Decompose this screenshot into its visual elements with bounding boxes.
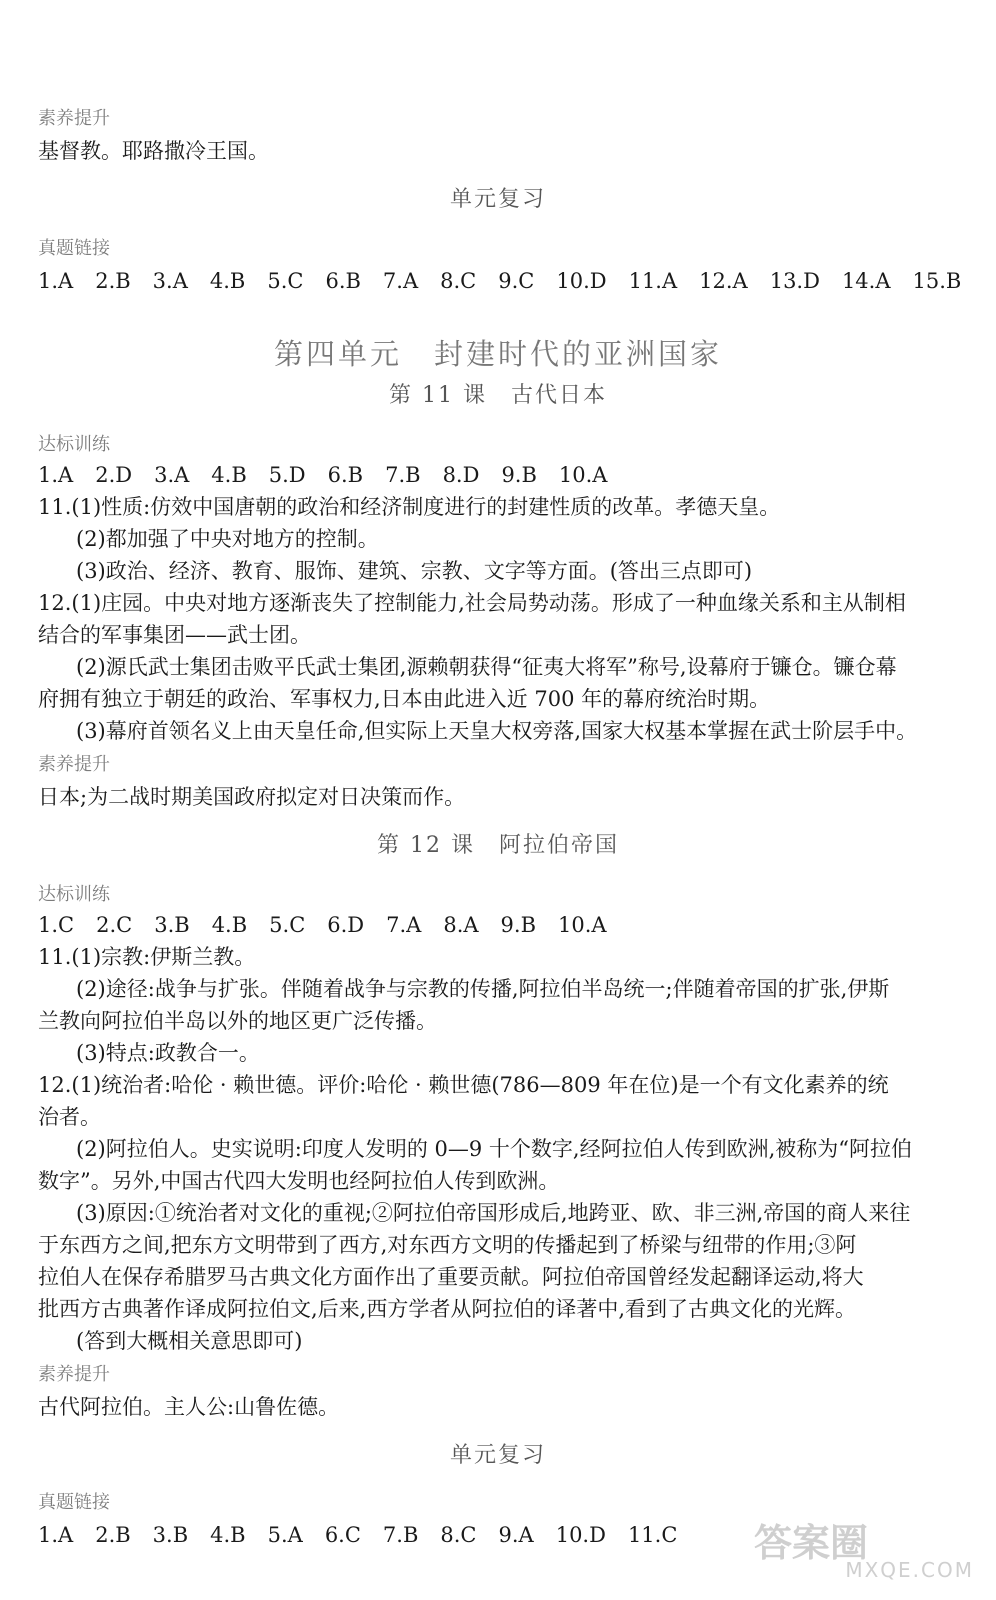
- lesson-title: 第 12 课 阿拉伯帝国: [377, 833, 619, 858]
- answer-item: 10.A: [558, 913, 607, 937]
- section-title: 单元复习: [449, 187, 546, 212]
- answer-text: (3)特点:政教合一。: [76, 1041, 260, 1065]
- answer-text: 府拥有独立于朝廷的政治、军事权力,日本由此进入近 700 年的幕府统治时期。: [38, 687, 771, 711]
- answer-text: 12.(1)庄园。中央对地方逐渐丧失了控制能力,社会局势动荡。形成了一种血缘关系和主从制相: [38, 591, 906, 615]
- answer-item: 4.B: [211, 463, 247, 487]
- answer-item: 1.A: [38, 1523, 74, 1547]
- answer-item: 4.B: [210, 1523, 246, 1547]
- answer-item: 9.B: [501, 463, 537, 487]
- answer-item: 7.A: [386, 913, 422, 937]
- answer-list: [38, 460, 976, 490]
- answer-item: 9.A: [498, 1523, 534, 1547]
- watermark-logo: [754, 1512, 984, 1582]
- answer-item: 1.C: [38, 913, 75, 937]
- answer-item: 9.B: [500, 913, 537, 937]
- answer-item: 1.A: [38, 269, 74, 293]
- answer-item: 2.B: [95, 1523, 131, 1547]
- answer-item: 5.D: [268, 463, 306, 487]
- answer-text: 数字”。另外,中国古代四大发明也经阿拉伯人传到欧洲。: [38, 1169, 560, 1193]
- answer-item: 1.A: [38, 463, 74, 487]
- answer-item: 3.A: [152, 269, 188, 293]
- answer-text: 古代阿拉伯。主人公:山鲁佐德。: [38, 1395, 340, 1419]
- answer-item: 8.A: [443, 913, 479, 937]
- answer-text: (3)政治、经济、教育、服饰、建筑、宗教、文字等方面。(答出三点即可): [76, 559, 753, 583]
- watermark-logo-text: 答案圈: [754, 1521, 869, 1565]
- answer-list: [38, 266, 976, 296]
- answer-text: (3)幕府首领名义上由天皇任命,但实际上天皇大权旁落,国家大权基本掌握在武士阶层手中。: [76, 719, 918, 743]
- answer-item: 6.B: [325, 269, 361, 293]
- answer-item: 2.C: [96, 913, 133, 937]
- answer-text: (3)原因:①统治者对文化的重视;②阿拉伯帝国形成后,地跨亚、欧、非三洲,帝国的商人来往: [76, 1201, 911, 1225]
- answer-item: 7.B: [385, 463, 421, 487]
- answer-text: 12.(1)统治者:哈伦 · 赖世德。评价:哈伦 · 赖世德(786—809 年在位)是一个有文化素养的统: [38, 1073, 889, 1097]
- answer-item: 5.C: [267, 269, 304, 293]
- answer-item: 13.D: [769, 269, 820, 293]
- answer-text: 兰教向阿拉伯半岛以外的地区更广泛传播。: [38, 1009, 437, 1033]
- section-title: 单元复习: [449, 1443, 546, 1468]
- section-label: 素养提升: [38, 754, 110, 775]
- answer-item: 6.C: [324, 1523, 361, 1547]
- watermark-logo-url: MXQE.COM: [845, 1558, 974, 1582]
- answer-text: (答到大概相关意思即可): [76, 1329, 303, 1353]
- answer-text: 治者。: [38, 1105, 101, 1129]
- answer-item: 10.A: [558, 463, 608, 487]
- answer-item: 10.D: [556, 269, 607, 293]
- section-label: 达标训练: [38, 434, 110, 455]
- answer-item: 6.B: [327, 463, 364, 487]
- answer-item: 4.B: [211, 913, 248, 937]
- section-label: 素养提升: [38, 1364, 110, 1385]
- answer-item: 11.A: [628, 269, 678, 293]
- section-label: 素养提升: [38, 108, 110, 129]
- section-label: 真题链接: [38, 238, 110, 259]
- answer-item: 8.D: [442, 463, 480, 487]
- answer-text: 批西方古典著作译成阿拉伯文,后来,西方学者从阿拉伯的译著中,看到了古典文化的光辉。: [38, 1297, 857, 1321]
- answer-item: 8.C: [440, 269, 477, 293]
- section-label: 真题链接: [38, 1492, 110, 1513]
- lesson-title: 第 11 课 古代日本: [389, 383, 607, 408]
- answer-text: 于东西方之间,把东方文明带到了西方,对东西方文明的传播起到了桥梁与纽带的作用;③阿: [38, 1233, 857, 1257]
- answer-item: 3.A: [154, 463, 190, 487]
- answer-item: 6.D: [327, 913, 365, 937]
- answer-list: [38, 910, 976, 940]
- answer-item: 11.C: [627, 1523, 678, 1547]
- answer-text: 拉伯人在保存希腊罗马古典文化方面作出了重要贡献。阿拉伯帝国曾经发起翻译运动,将大: [38, 1265, 864, 1289]
- answer-text: 结合的军事集团——武士团。: [38, 623, 311, 647]
- answer-text: 基督教。耶路撒冷王国。: [38, 139, 269, 163]
- answer-item: 3.B: [152, 1523, 189, 1547]
- answer-item: 2.B: [95, 269, 131, 293]
- answer-item: 10.D: [555, 1523, 606, 1547]
- answer-text: (2)源氏武士集团击败平氏武士集团,源赖朝获得“征夷大将军”称号,设幕府于镰仓。镰仓幕: [76, 655, 897, 679]
- answer-item: 7.B: [382, 1523, 419, 1547]
- answer-item: 8.C: [440, 1523, 477, 1547]
- answer-text: (2)途径:战争与扩张。伴随着战争与宗教的传播,阿拉伯半岛统一;伴随着帝国的扩张,伊斯: [76, 977, 890, 1001]
- answer-item: 4.B: [209, 269, 246, 293]
- section-label: 达标训练: [38, 884, 110, 905]
- answer-text: 11.(1)宗教:伊斯兰教。: [38, 945, 256, 969]
- answer-item: 12.A: [699, 269, 748, 293]
- answer-item: 5.A: [267, 1523, 303, 1547]
- unit-title: 第四单元 封建时代的亚洲国家: [273, 337, 722, 371]
- answer-text: (2)阿拉伯人。史实说明:印度人发明的 0—9 十个数字,经阿拉伯人传到欧洲,被称为“阿拉伯: [76, 1137, 912, 1161]
- answer-item: 2.D: [95, 463, 133, 487]
- answer-item: 14.A: [841, 269, 891, 293]
- answer-text: 日本;为二战时期美国政府拟定对日决策而作。: [38, 785, 466, 809]
- answer-item: 7.A: [382, 269, 419, 293]
- answer-text: 11.(1)性质:仿效中国唐朝的政治和经济制度进行的封建性质的改革。孝德天皇。: [38, 495, 781, 519]
- answer-item: 15.B: [912, 269, 962, 293]
- answer-text: (2)都加强了中央对地方的控制。: [76, 527, 379, 551]
- answer-item: 3.B: [154, 913, 190, 937]
- answer-item: 5.C: [269, 913, 306, 937]
- answer-item: 9.C: [498, 269, 535, 293]
